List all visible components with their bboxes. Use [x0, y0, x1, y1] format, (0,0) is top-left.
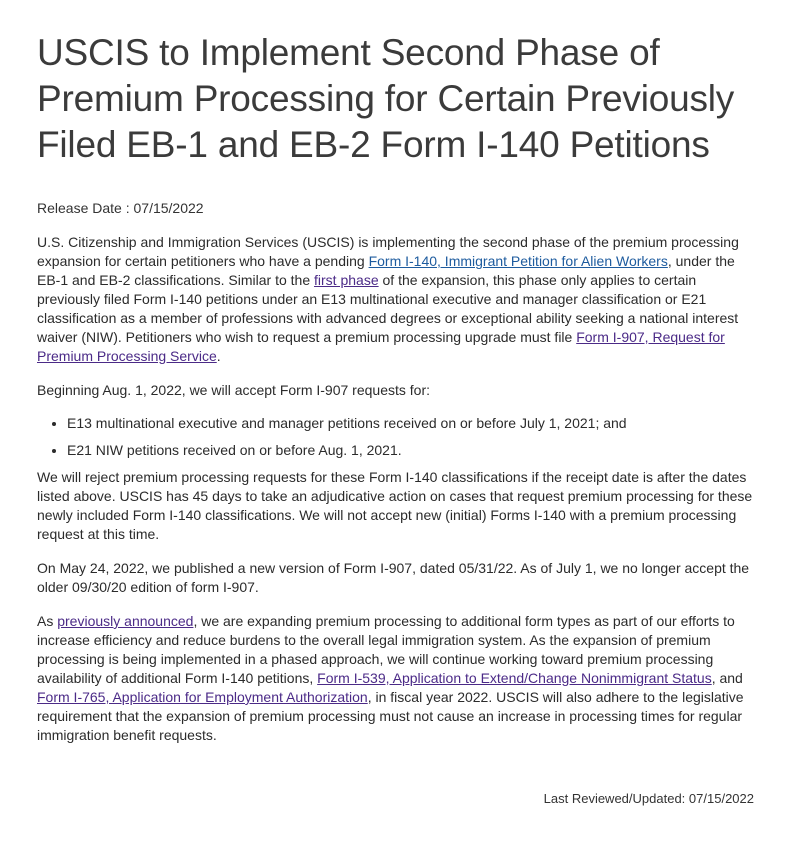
page-title: USCIS to Implement Second Phase of Premium Processing for Certain Previously Filed EB-1 and EB-2 Form I-140 Petitions: [37, 32, 735, 165]
intro-paragraph: [37, 233, 754, 366]
release-date-value: 07/15/2022: [133, 200, 204, 216]
expansion-text-2: , we are expanding premium processing to additional form types as part of our efforts to increase efficiency and reduce burdens to the overall legal immigration system. As the expansion of premium processing is being implemented in a phased approach, we will continue working toward premium processing availability of additional Form I-140 petitions,: [37, 613, 735, 686]
eligibility-list: [37, 414, 754, 460]
last-reviewed-label: Last Reviewed/Updated:: [543, 791, 686, 806]
last-reviewed-date: 07/15/2022: [688, 791, 754, 806]
expansion-text-4: , in fiscal year 2022. USCIS will also adhere to the legislative requirement that the expansion of premium processing must not cause an increase in processing times for regular immigration benefit requests.: [37, 689, 744, 743]
last-reviewed: [544, 790, 754, 808]
expansion-text-1: As: [37, 613, 58, 629]
form-version-paragraph: On May 24, 2022, we published a new version of Form I-907, dated 05/31/22. As of July 1, we no longer accept the older 09/30/20 edition of form I-907.: [37, 560, 750, 595]
form-i765-link[interactable]: Form I-765, Application for Employment Authorization: [37, 689, 368, 705]
reject-paragraph: We will reject premium processing requests for these Form I-140 classifications if the receipt date is after the dates listed above. USCIS has 45 days to take an adjudicative action on cases that request premium processing for these newly included Form I-140 classifications. We will not accept new (initial) Forms I-140 with a premium processing request at this time.: [37, 469, 753, 542]
intro-text-1: U.S. Citizenship and Immigration Services (USCIS) is implementing the second phase of the premium processing expansion for certain petitioners who have a pending: [37, 234, 739, 269]
intro-text-3: of the expansion, this phase only applies to certain previously filed Form I-140 petitions under an E13 multinational executive and manager classification or E21 classification as a member of professions with advanced degrees or exceptional ability seeking a national interest waiver (NIW). Petitioners who wish to request a premium processing upgrade must file: [37, 272, 739, 345]
accept-paragraph: Beginning Aug. 1, 2022, we will accept Form I-907 requests for:: [37, 382, 430, 398]
first-phase-link[interactable]: first phase: [314, 272, 379, 288]
expansion-paragraph: [37, 612, 754, 745]
form-i907-link[interactable]: Form I-907, Request for Premium Processing Service: [37, 329, 725, 364]
list-item: • E21 NIW petitions received on or before Aug. 1, 2021.: [67, 441, 754, 460]
list-item: • E13 multinational executive and manager petitions received on or before July 1, 2021; and: [67, 414, 754, 433]
form-i140-link[interactable]: Form I-140, Immigrant Petition for Alien Workers: [368, 253, 668, 269]
intro-text-2: , under the EB-1 and EB-2 classifications. Similar to the: [37, 253, 735, 288]
release-date-label: Release Date :: [37, 200, 130, 216]
form-i539-link[interactable]: Form I-539, Application to Extend/Change Nonimmigrant Status: [317, 670, 712, 686]
expansion-text-3: , and: [711, 670, 743, 686]
previously-announced-link[interactable]: previously announced: [57, 613, 194, 629]
intro-text-4: .: [216, 348, 221, 364]
release-date: [37, 198, 754, 218]
